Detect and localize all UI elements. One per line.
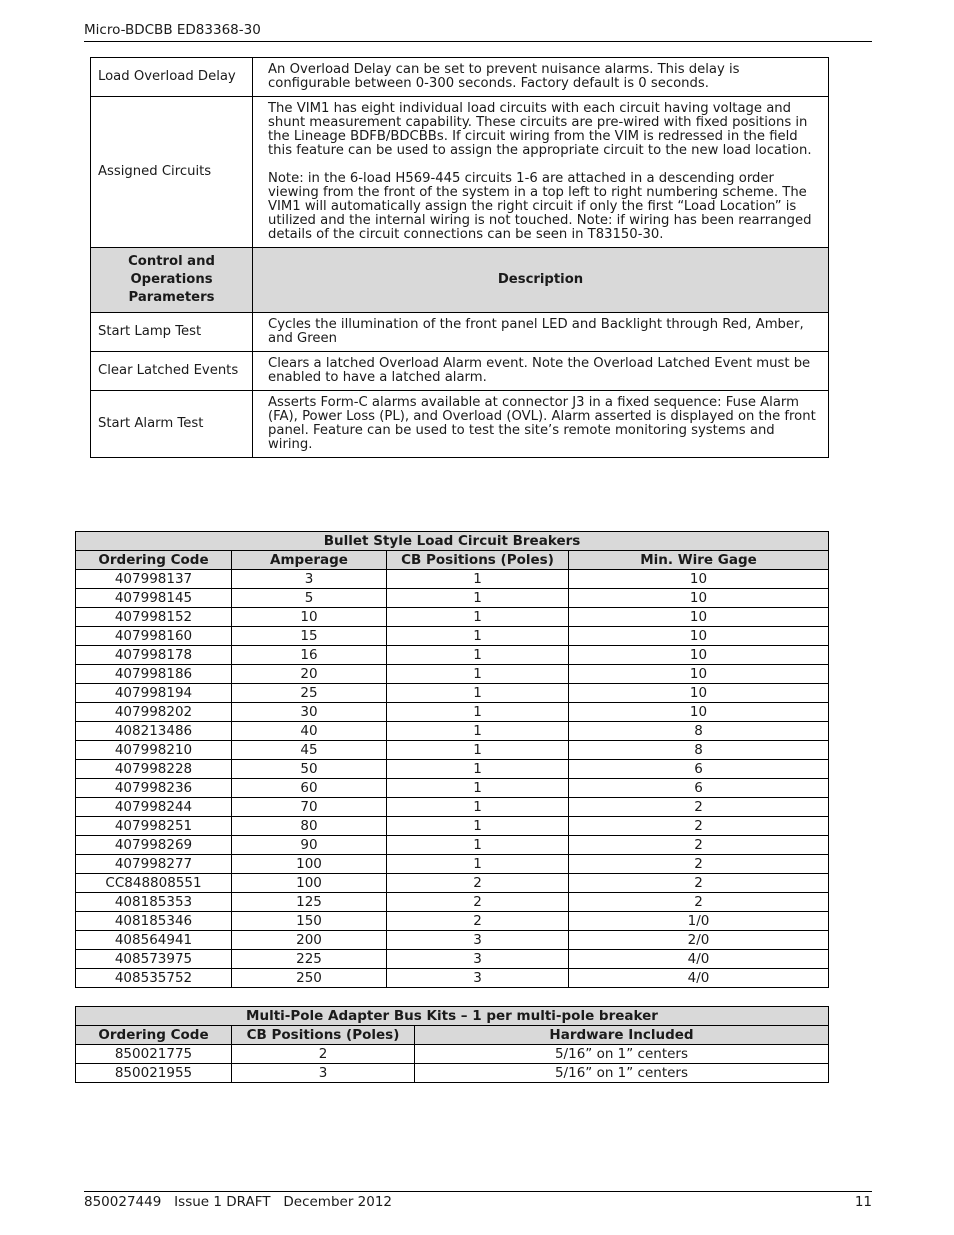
column-header: Hardware Included [415,1026,829,1045]
table-cell: 850021775 [76,1045,232,1064]
table-cell: 10 [569,627,829,646]
table-cell: 2 [569,798,829,817]
table-cell: 2 [569,874,829,893]
table-row [91,391,829,458]
table-row [76,855,829,874]
section-header-description: Description [253,248,829,313]
table-row [76,760,829,779]
table-cell: 3 [387,931,569,950]
table-row [76,969,829,988]
table-cell: 3 [232,1064,415,1083]
table-cell: 1 [387,684,569,703]
table-cell: 407998251 [76,817,232,836]
page-footer [84,1191,872,1211]
table-cell: 2 [569,817,829,836]
table-row [76,665,829,684]
table-cell: 8 [569,741,829,760]
table-cell: 1 [387,627,569,646]
table-cell: 8 [569,722,829,741]
table-row [76,798,829,817]
table-row [76,722,829,741]
table-row [76,950,829,969]
table-cell: 1 [387,665,569,684]
table-cell: 10 [569,665,829,684]
table-cell: 15 [232,627,387,646]
table-cell: 225 [232,950,387,969]
breakers-table [75,531,829,988]
table-cell: 1 [387,741,569,760]
table-cell: 10 [569,589,829,608]
table-cell: 407998160 [76,627,232,646]
table-cell: 200 [232,931,387,950]
table-cell: 408564941 [76,931,232,950]
parameter-description: Clears a latched Overload Alarm event. Note the Overload Latched Event must be enabled to have a latched alarm. [253,352,829,391]
table-cell: 2 [387,874,569,893]
table-cell: 1 [387,646,569,665]
table-cell: 2 [569,893,829,912]
table-cell: 407998137 [76,570,232,589]
table-row [76,893,829,912]
table-cell: 45 [232,741,387,760]
bus-kits-table [75,1006,829,1083]
table-cell: 1 [387,589,569,608]
table-cell: 10 [569,703,829,722]
table-row [76,589,829,608]
table-cell: 1 [387,855,569,874]
table-row [76,817,829,836]
footer-document-info: 850027449 Issue 1 DRAFT December 2012 [84,1194,393,1210]
table-cell: 5/16” on 1” centers [415,1045,829,1064]
table-cell: 407998152 [76,608,232,627]
page-number: 11 [854,1194,872,1210]
table-cell: 3 [387,950,569,969]
table-row [76,912,829,931]
table-cell: 1 [387,798,569,817]
table-cell: 90 [232,836,387,855]
table-cell: 100 [232,874,387,893]
table-cell: 80 [232,817,387,836]
table-title: Bullet Style Load Circuit Breakers [76,532,829,551]
table-cell: 407998202 [76,703,232,722]
parameter-name: Load Overload Delay [91,58,253,97]
table-cell: 1 [387,722,569,741]
table-cell: 70 [232,798,387,817]
table-cell: 5 [232,589,387,608]
table-cell: 16 [232,646,387,665]
table-row [76,646,829,665]
parameter-name: Start Lamp Test [91,313,253,352]
table-cell: 4/0 [569,969,829,988]
page-header [84,21,872,42]
table-cell: 2 [569,855,829,874]
document-title: Micro-BDCBB ED83368-30 [84,22,261,38]
table-row [91,352,829,391]
column-header: Ordering Code [76,1026,232,1045]
table-row [76,684,829,703]
table-cell: 1 [387,817,569,836]
parameter-description: The VIM1 has eight individual load circuits with each circuit having voltage and shunt measurement capability. These circuits are pre-wired with fixed positions in the Lineage BDFB/BDCBBs. If circuit wiring from the VIM is redressed in the field this feature can be used to assign the appropriate circuit to the new load location. Note: in the 6-load H569-445 circuits 1-6 are attached in a descending order viewing from the front of the system in a top left to right numbering scheme. The VIM1 will automatically assign the right circuit if only the first “Load Location” is utilized and the internal wiring is not touched. Note: if wiring has been rearranged details of the circuit connections can be seen in T83150-30. [253,97,829,248]
table-cell: 407998236 [76,779,232,798]
table-cell: 3 [387,969,569,988]
table-cell: 1 [387,760,569,779]
table-cell: 408213486 [76,722,232,741]
table-cell: 4/0 [569,950,829,969]
table-cell: 125 [232,893,387,912]
table-cell: 407998244 [76,798,232,817]
table-cell: 10 [569,646,829,665]
table-cell: 1 [387,608,569,627]
parameter-name: Clear Latched Events [91,352,253,391]
table-cell: 1 [387,836,569,855]
table-row [91,313,829,352]
table-cell: 850021955 [76,1064,232,1083]
table-title: Multi-Pole Adapter Bus Kits – 1 per multi-pole breaker [76,1007,829,1026]
table-cell: 407998269 [76,836,232,855]
table-cell: 250 [232,969,387,988]
column-header: CB Positions (Poles) [232,1026,415,1045]
parameter-name: Start Alarm Test [91,391,253,458]
table-cell: 407998145 [76,589,232,608]
table-row [76,703,829,722]
table-cell: 10 [569,608,829,627]
table-cell: 10 [569,570,829,589]
table-row [76,627,829,646]
table-cell: 407998210 [76,741,232,760]
table-cell: 408185353 [76,893,232,912]
table-row [91,58,829,97]
table-cell: 6 [569,779,829,798]
table-cell: 408573975 [76,950,232,969]
table-cell: 60 [232,779,387,798]
table-row [76,608,829,627]
table-row [76,1064,829,1083]
table-cell: 1 [387,779,569,798]
table-cell: 2 [569,836,829,855]
table-row [76,874,829,893]
parameter-description: Asserts Form-C alarms available at connector J3 in a fixed sequence: Fuse Alarm (FA), Power Loss (PL), and Overload (OVL). Alarm asserted is displayed on the front panel. Feature can be used to test the site’s remote monitoring systems and wiring. [253,391,829,458]
table-cell: 407998194 [76,684,232,703]
table-row [76,931,829,950]
table-cell: 407998277 [76,855,232,874]
table-cell: 407998228 [76,760,232,779]
table-cell: 2 [387,912,569,931]
table-cell: 40 [232,722,387,741]
table-row [76,836,829,855]
table-cell: 10 [569,684,829,703]
table-cell: CC848808551 [76,874,232,893]
parameter-description: Cycles the illumination of the front panel LED and Backlight through Red, Amber, and Green [253,313,829,352]
parameter-name: Assigned Circuits [91,97,253,248]
column-header: Amperage [232,551,387,570]
table-cell: 2 [387,893,569,912]
table-row [76,570,829,589]
table-row [76,741,829,760]
table-cell: 408535752 [76,969,232,988]
column-header: CB Positions (Poles) [387,551,569,570]
table-cell: 100 [232,855,387,874]
table-row [76,1045,829,1064]
section-header-name: Control and Operations Parameters [91,248,253,313]
table-cell: 408185346 [76,912,232,931]
table-cell: 1/0 [569,912,829,931]
table-cell: 30 [232,703,387,722]
column-header: Min. Wire Gage [569,551,829,570]
table-cell: 3 [232,570,387,589]
parameter-description: An Overload Delay can be set to prevent nuisance alarms. This delay is configurable between 0-300 seconds. Factory default is 0 seconds. [253,58,829,97]
table-cell: 20 [232,665,387,684]
table-cell: 6 [569,760,829,779]
parameters-table [90,57,829,458]
table-cell: 50 [232,760,387,779]
table-cell: 407998186 [76,665,232,684]
table-cell: 10 [232,608,387,627]
table-cell: 2/0 [569,931,829,950]
table-cell: 1 [387,703,569,722]
table-cell: 5/16” on 1” centers [415,1064,829,1083]
table-cell: 1 [387,570,569,589]
table-row [76,779,829,798]
section-header-row [91,248,829,313]
column-header: Ordering Code [76,551,232,570]
table-cell: 2 [232,1045,415,1064]
table-row [91,97,829,248]
table-cell: 150 [232,912,387,931]
table-cell: 407998178 [76,646,232,665]
table-cell: 25 [232,684,387,703]
